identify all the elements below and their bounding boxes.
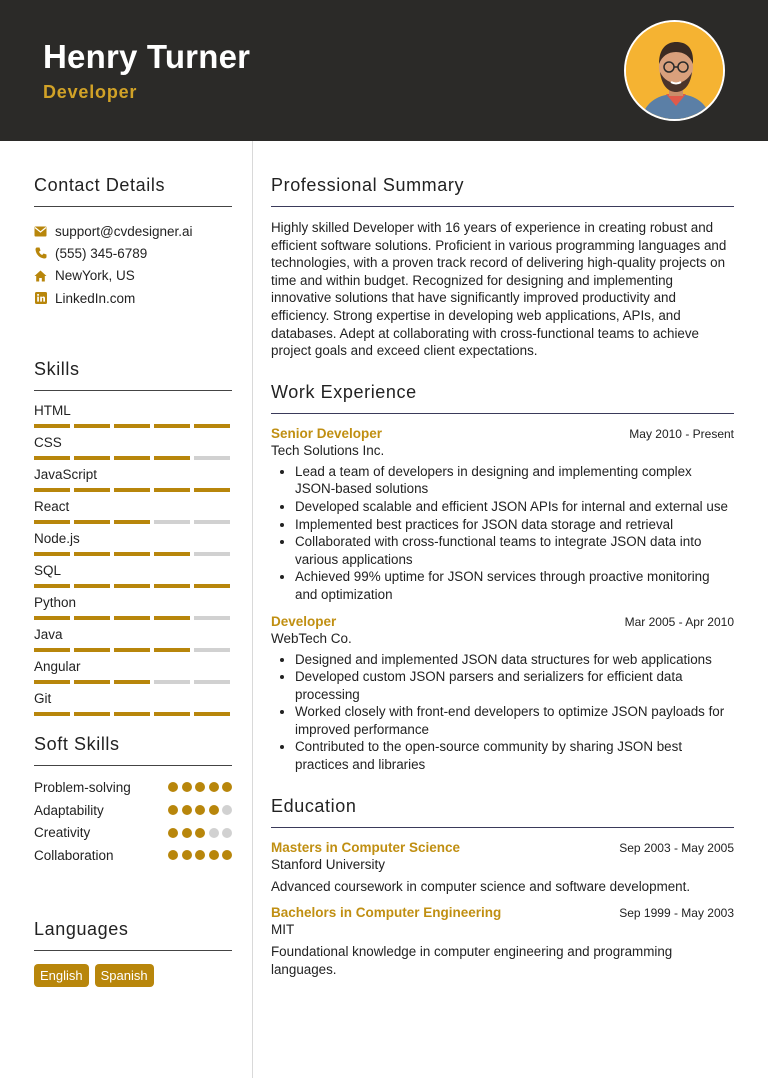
contact-email-text: support@cvdesigner.ai xyxy=(55,223,193,239)
skill-level-segment xyxy=(114,520,150,524)
skill-level-segment xyxy=(114,680,150,684)
skills-list xyxy=(34,403,232,723)
soft-skill-rating xyxy=(168,805,232,815)
job-date: May 2010 - Present xyxy=(629,426,734,441)
skill-level-segment xyxy=(74,584,110,588)
job-title: Senior Developer xyxy=(271,425,383,441)
section-divider xyxy=(271,206,734,207)
rating-dot xyxy=(168,828,178,838)
skill-level-segment xyxy=(114,488,150,492)
summary-text: Highly skilled Developer with 16 years of experience in creating robust and efficient software solutions. Proficient in various programming languages and technologies, with a proven track record of delivering high-quality projects on time and within budget. Recognized for designing and implementing innovative solutions that have significantly improved productivity and efficiency. Strong expertise in developing web applications, APIs, and databases. Adept at collaborating with cross-functional teams to achieve project goals and exceed client expectations. xyxy=(271,220,727,359)
job-bullet: • Developed scalable and efficient JSON APIs for internal and external use xyxy=(295,498,734,516)
phone-icon xyxy=(34,247,47,260)
job-entry xyxy=(271,614,734,774)
soft-skill-row xyxy=(34,776,232,799)
rating-dot xyxy=(195,828,205,838)
skill-level-segment xyxy=(74,488,110,492)
skill-level-segment xyxy=(154,680,190,684)
skill-level-segment xyxy=(194,488,230,492)
rating-dot xyxy=(222,828,232,838)
company-name: WebTech Co. xyxy=(271,630,352,646)
skill-level-bars xyxy=(34,488,232,492)
skill-level-segment xyxy=(114,648,150,652)
soft-skill-rating xyxy=(168,782,232,792)
job-bullet: • Implemented best practices for JSON data storage and retrieval xyxy=(295,516,734,534)
skill-level-segment xyxy=(154,552,190,556)
soft-skill-row xyxy=(34,821,232,844)
contact-location-text: NewYork, US xyxy=(55,268,135,284)
job-bullet: • Developed custom JSON parsers and serializers for efficient data processing xyxy=(295,668,734,703)
skill-level-segment xyxy=(194,456,230,460)
skill-level-segment xyxy=(34,552,70,556)
rating-dot xyxy=(195,850,205,860)
skill-level-segment xyxy=(34,648,70,652)
experience-title: Work Experience xyxy=(271,381,417,402)
job-bullets xyxy=(271,651,734,774)
skill-level-segment xyxy=(34,520,70,524)
skill-level-segment xyxy=(114,424,150,428)
education-description: Advanced coursework in computer science and software development. xyxy=(271,878,691,894)
skill-level-segment xyxy=(74,520,110,524)
home-icon xyxy=(34,269,47,282)
education-description: Foundational knowledge in computer engineering and programming languages. xyxy=(271,944,673,977)
right-column xyxy=(271,141,734,978)
skill-level-bars xyxy=(34,680,232,684)
skill-name: Java xyxy=(34,627,63,643)
job-title: Developer xyxy=(271,613,337,629)
skill-name: Python xyxy=(34,595,77,611)
skill-level-segment xyxy=(154,712,190,716)
contact-phone-text: (555) 345-6789 xyxy=(55,245,148,261)
skills-title: Skills xyxy=(34,359,80,380)
skill-level-bars xyxy=(34,552,232,556)
soft-skill-rating xyxy=(168,850,232,860)
skill-level-segment xyxy=(74,616,110,620)
section-divider xyxy=(34,765,232,766)
rating-dot xyxy=(209,850,219,860)
skill-level-segment xyxy=(74,648,110,652)
skill-level-segment xyxy=(154,520,190,524)
skill-name: JavaScript xyxy=(34,467,98,483)
skill-level-segment xyxy=(154,456,190,460)
skill-row xyxy=(34,467,232,499)
languages-section xyxy=(34,919,232,987)
languages-title: Languages xyxy=(34,918,129,939)
education-date: Sep 2003 - May 2005 xyxy=(619,840,734,855)
column-divider xyxy=(252,141,253,1078)
profile-photo xyxy=(624,20,725,121)
job-bullet: • Collaborated with cross-functional teams to integrate JSON data into various applications xyxy=(295,533,734,568)
skill-name: Node.js xyxy=(34,531,80,547)
language-tag: Spanish xyxy=(95,964,154,987)
contact-title: Contact Details xyxy=(34,175,166,195)
contact-phone[interactable] xyxy=(34,242,232,264)
skill-row xyxy=(34,595,232,627)
soft-skill-name: Problem-solving xyxy=(34,779,131,795)
degree-title: Masters in Computer Science xyxy=(271,839,461,855)
skill-level-segment xyxy=(194,584,230,588)
skill-name: Angular xyxy=(34,659,81,675)
skill-level-segment xyxy=(194,616,230,620)
skill-row xyxy=(34,531,232,563)
rating-dot xyxy=(182,828,192,838)
skill-name: CSS xyxy=(34,435,62,451)
skill-level-segment xyxy=(34,616,70,620)
section-divider xyxy=(34,390,232,391)
rating-dot xyxy=(209,828,219,838)
job-bullet: • Contributed to the open-source community by sharing JSON best practices and libraries xyxy=(295,738,734,773)
contact-section xyxy=(34,175,232,309)
degree-title: Bachelors in Computer Engineering xyxy=(271,905,502,921)
skill-level-segment xyxy=(194,520,230,524)
section-divider xyxy=(34,950,232,951)
soft-skill-row xyxy=(34,844,232,867)
skill-level-segment xyxy=(194,552,230,556)
skill-level-segment xyxy=(154,584,190,588)
skill-level-segment xyxy=(154,488,190,492)
skill-level-bars xyxy=(34,424,232,428)
summary-section xyxy=(271,175,734,360)
skill-row xyxy=(34,499,232,531)
rating-dot xyxy=(195,805,205,815)
school-name: MIT xyxy=(271,922,295,938)
section-divider xyxy=(271,413,734,414)
skill-level-bars xyxy=(34,584,232,588)
skill-row xyxy=(34,403,232,435)
contact-linkedin[interactable] xyxy=(34,287,232,309)
profile-photo-illustration xyxy=(626,22,725,121)
education-section xyxy=(271,796,734,979)
contact-email[interactable] xyxy=(34,220,232,242)
left-column xyxy=(34,141,232,987)
job-bullet: • Lead a team of developers in designing and implementing complex JSON-based solutions xyxy=(295,463,734,498)
skill-level-segment xyxy=(194,648,230,652)
job-bullet: • Designed and implemented JSON data structures for web applications xyxy=(295,651,734,669)
skill-row xyxy=(34,563,232,595)
skill-level-segment xyxy=(114,456,150,460)
job-bullets xyxy=(271,463,734,604)
education-entry xyxy=(271,840,734,896)
job-bullet: • Worked closely with front-end developers to optimize JSON payloads for improved performance xyxy=(295,703,734,738)
rating-dot xyxy=(182,782,192,792)
education-date: Sep 1999 - May 2003 xyxy=(619,906,734,921)
section-divider xyxy=(271,827,734,828)
skill-level-bars xyxy=(34,456,232,460)
skill-level-segment xyxy=(74,552,110,556)
rating-dot xyxy=(168,805,178,815)
summary-title: Professional Summary xyxy=(271,175,465,195)
skill-name: React xyxy=(34,499,70,515)
skill-level-segment xyxy=(194,680,230,684)
rating-dot xyxy=(222,782,232,792)
soft-skill-rating xyxy=(168,828,232,838)
soft-skill-name: Adaptability xyxy=(34,802,104,818)
soft-skills-title: Soft Skills xyxy=(34,734,120,755)
candidate-name: Henry Turner xyxy=(43,38,251,75)
skill-level-segment xyxy=(114,552,150,556)
contact-location xyxy=(34,265,232,287)
rating-dot xyxy=(222,805,232,815)
skill-level-segment xyxy=(34,584,70,588)
skill-level-segment xyxy=(34,424,70,428)
skill-level-segment xyxy=(74,680,110,684)
skill-row xyxy=(34,627,232,659)
rating-dot xyxy=(182,805,192,815)
skill-level-bars xyxy=(34,712,232,716)
candidate-role: Developer xyxy=(43,82,138,102)
language-tag: English xyxy=(34,964,89,987)
envelope-icon xyxy=(34,225,47,238)
job-bullet: • Achieved 99% uptime for JSON services through proactive monitoring and optimization xyxy=(295,568,734,603)
skill-level-segment xyxy=(194,424,230,428)
skill-name: SQL xyxy=(34,563,62,579)
job-entry xyxy=(271,426,734,604)
skill-level-segment xyxy=(154,648,190,652)
soft-skills-section xyxy=(34,734,232,866)
skill-name: HTML xyxy=(34,403,71,419)
skill-level-segment xyxy=(34,488,70,492)
skill-row xyxy=(34,659,232,691)
skill-level-segment xyxy=(34,680,70,684)
skill-level-segment xyxy=(74,456,110,460)
rating-dot xyxy=(222,850,232,860)
rating-dot xyxy=(168,782,178,792)
job-date: Mar 2005 - Apr 2010 xyxy=(624,614,734,629)
school-name: Stanford University xyxy=(271,856,386,872)
skill-row xyxy=(34,691,232,723)
section-divider xyxy=(34,206,232,207)
rating-dot xyxy=(209,805,219,815)
skill-level-segment xyxy=(34,712,70,716)
experience-section xyxy=(271,382,734,774)
linkedin-icon xyxy=(34,292,47,305)
rating-dot xyxy=(209,782,219,792)
skill-level-segment xyxy=(74,712,110,716)
rating-dot xyxy=(182,850,192,860)
soft-skill-name: Collaboration xyxy=(34,847,114,863)
contact-linkedin-text: LinkedIn.com xyxy=(55,290,136,306)
skill-level-segment xyxy=(114,616,150,620)
skill-level-segment xyxy=(154,616,190,620)
soft-skill-name: Creativity xyxy=(34,825,91,841)
skill-level-bars xyxy=(34,616,232,620)
rating-dot xyxy=(195,782,205,792)
skill-level-bars xyxy=(34,648,232,652)
skill-level-segment xyxy=(194,712,230,716)
rating-dot xyxy=(168,850,178,860)
skill-level-segment xyxy=(114,584,150,588)
soft-skill-row xyxy=(34,799,232,822)
languages-list xyxy=(34,964,232,987)
education-entry xyxy=(271,905,734,978)
skills-section xyxy=(34,359,232,723)
skill-level-segment xyxy=(74,424,110,428)
soft-skills-list xyxy=(34,776,232,866)
skill-level-bars xyxy=(34,520,232,524)
skill-level-segment xyxy=(34,456,70,460)
skill-row xyxy=(34,435,232,467)
skill-level-segment xyxy=(114,712,150,716)
company-name: Tech Solutions Inc. xyxy=(271,442,385,458)
skill-name: Git xyxy=(34,691,52,707)
skill-level-segment xyxy=(154,424,190,428)
education-title: Education xyxy=(271,795,357,816)
resume-header xyxy=(0,0,768,141)
